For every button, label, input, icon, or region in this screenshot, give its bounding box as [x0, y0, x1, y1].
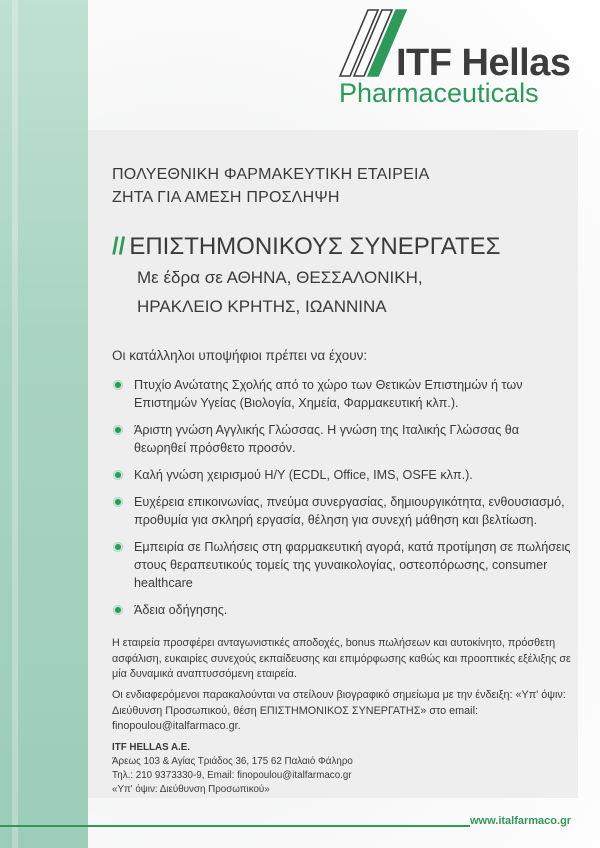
- requirement-text: Εμπειρία σε Πωλήσεις στη φαρμακευτική αγορά, κατά προτίμηση σε πωλήσεις στους θεραπευτικούς τομείς της γυναικολογίας, οστεοπόρωσης, consumer healthcare: [134, 540, 571, 590]
- bullet-icon: [113, 542, 123, 552]
- list-item: [112, 421, 572, 457]
- footer-divider: [0, 825, 470, 827]
- logo-subtitle: Pharmaceuticals: [339, 78, 539, 108]
- location-line-2: ΗΡΑΚΛΕΙΟ ΚΡΗΤΗΣ, ΙΩΑΝΝΙΝΑ: [137, 297, 387, 316]
- location-line-1: Με έδρα σε ΑΘΗΝΑ, ΘΕΣΣΑΛΟΝΙΚΗ,: [137, 268, 423, 287]
- company-contact: Τηλ.: 210 9373330-9, Email: finopoulou@italfarmaco.gr: [112, 770, 352, 781]
- logo-title: ITF Hellas: [396, 42, 571, 84]
- list-item: [112, 493, 572, 529]
- company-attention: «Υπ' όψιν: Διεύθυνση Προσωπικού»: [112, 784, 270, 795]
- website-link[interactable]: www.italfarmaco.gr: [470, 815, 572, 827]
- requirements-list: [112, 376, 572, 628]
- bullet-icon: [113, 497, 123, 507]
- requirement-text: Άδεια οδήγησης.: [134, 603, 228, 617]
- company-name: ITF HELLAS A.E.: [112, 742, 191, 753]
- requirement-text: Πτυχίο Ανώτατης Σχολής από το χώρο των Θετικών Επιστημών ή των Επιστημών Υγείας (Βιολογία, Χημεία, Φαρμακευτική κλπ.).: [134, 378, 523, 410]
- list-item: [112, 376, 572, 412]
- bullet-icon: [113, 380, 123, 390]
- role-title-text: ΕΠΙΣΤΗΜΟΝΙΚΟΥΣ ΣΥΝΕΡΓΑΤΕΣ: [129, 233, 501, 260]
- company-heading: ΠΟΛΥΕΘΝΙΚΗ ΦΑΡΜΑΚΕΥΤΙΚΗ ΕΤΑΙΡΕΙΑ: [112, 166, 430, 183]
- role-title: [112, 233, 500, 261]
- requirement-text: Ευχέρεια επικοινωνίας, πνεύμα συνεργασίας, δημιουργικότητα, ενθουσιασμό, προθυμία για σκληρή εργασία, θέληση για συνεχή μάθηση και βελτίωση.: [134, 495, 565, 527]
- bullet-icon: [113, 425, 123, 435]
- left-decorative-band: [0, 0, 88, 848]
- list-item: [112, 466, 572, 484]
- role-slash-marker: //: [112, 233, 126, 260]
- list-item: [112, 538, 572, 592]
- bullet-icon: [113, 470, 123, 480]
- requirement-text: Καλή γνώση χειρισμού Η/Υ (ECDL, Office, IMS, OSFE κλπ.).: [134, 468, 473, 482]
- offer-paragraph: Η εταιρεία προσφέρει ανταγωνιστικές αποδοχές, bonus πωλήσεων και αυτοκίνητο, πρόσθετη ασφάλιση, ευκαιρίες συνεχούς εκπαίδευσης και επιμόρφωσης καθώς και προοπτικές εξέλιξης σε μία δυναμικά αναπτυσσόμενη εταιρεία.: [112, 637, 571, 680]
- list-item: [112, 601, 572, 619]
- bullet-icon: [113, 605, 123, 615]
- band-highlight: [12, 0, 18, 848]
- company-address: Άρεως 103 & Αγίας Τριάδος 36, 175 62 Παλαιό Φάληρο: [112, 756, 353, 767]
- requirement-text: Άριστη γνώση Αγγλικής Γλώσσας. Η γνώση της Ιταλικής Γλώσσας θα θεωρηθεί πρόσθετο προσόν.: [134, 423, 520, 455]
- company-contact-block: [112, 741, 572, 797]
- hiring-heading: ΖΗΤΑ ΓΙΑ ΑΜΕΣΗ ΠΡΟΣΛΗΨΗ: [112, 189, 340, 206]
- apply-paragraph: Οι ενδιαφερόμενοι παρακαλούνται να στείλουν βιογραφικό σημείωμα με την ένδειξη: «Υπ' όψιν: Διεύθυνση Προσωπικού, θέση ΕΠΙΣΤΗΜΟΝΙΚΟΣ ΣΥΝΕΡΓΑΤΗΣ» στο email: finopoulou@italfarmaco.gr.: [112, 689, 566, 732]
- requirements-intro: Οι κατάλληλοι υποψήφιοι πρέπει να έχουν:: [112, 348, 368, 363]
